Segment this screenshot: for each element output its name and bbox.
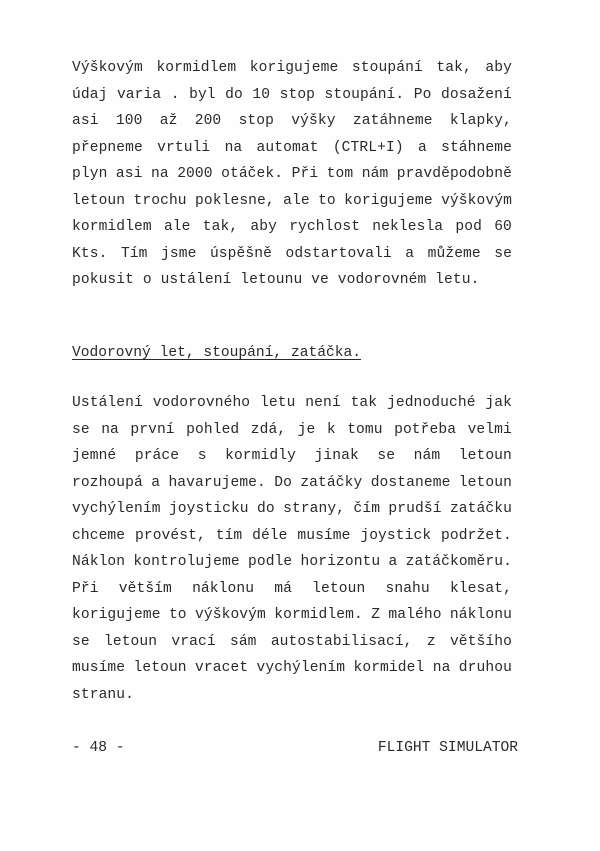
text-line: letoun trochu poklesne, ale to korigujeme výškovým xyxy=(72,192,512,209)
text-line: Ustálení vodorovného letu není tak jednoduché jak xyxy=(72,395,512,411)
text-line: přepneme vrtuli na automat (CTRL+I) a stáhneme xyxy=(72,139,512,156)
text-line: vychýlením joysticku do strany, čím prudší zatáčku xyxy=(72,501,512,517)
text-line: asi 100 až 200 stop výšky zatáhneme klapky, xyxy=(72,113,512,129)
text-line: se letoun vrací sám autostabilisací, z většího xyxy=(72,633,512,650)
text-line: stranu. xyxy=(72,686,135,703)
text-line: musíme letoun vracet vychýlením kormidel na druhou xyxy=(72,660,512,676)
text-line: údaj varia . byl do 10 stop stoupání. Po dosažení xyxy=(72,86,512,103)
text-line: Výškovým kormidlem korigujeme stoupání tak, aby xyxy=(72,60,512,76)
section-heading: Vodorovný let, stoupání, zatáčka. xyxy=(72,345,362,361)
text-line: Náklon kontrolujeme podle horizontu a zatáčkoměru. xyxy=(72,554,512,570)
text-line: plyn asi na 2000 otáček. Při tom nám pravděpodobně xyxy=(72,166,512,182)
text-line: Kts. Tím jsme úspěšně odstartovali a můžeme se xyxy=(72,245,512,262)
book-title: FLIGHT SIMULATOR xyxy=(377,740,518,756)
text-line: pokusit o ustálení letounu ve vodorovném letu. xyxy=(72,272,480,288)
text-line: rozhoupá a havarujeme. Do zatáčky dostaneme letoun xyxy=(72,474,512,491)
paragraph-takeoff xyxy=(72,55,512,294)
page-number: - 48 - xyxy=(72,740,125,756)
text-line: jemné práce s kormidly jinak se nám letoun xyxy=(72,448,512,464)
text-line: kormidlem ale tak, aby rychlost neklesla pod 60 xyxy=(72,219,512,235)
text-line: se na první pohled zdá, je k tomu potřeba velmi xyxy=(72,421,512,438)
text-line: chceme provést, tím déle musíme joystick podržet. xyxy=(72,527,512,544)
text-line: Při větším náklonu má letoun snahu klesat, xyxy=(72,580,512,597)
text-line: korigujeme to výškovým kormidlem. Z malého náklonu xyxy=(72,607,512,623)
paragraph-level-flight xyxy=(72,390,512,708)
